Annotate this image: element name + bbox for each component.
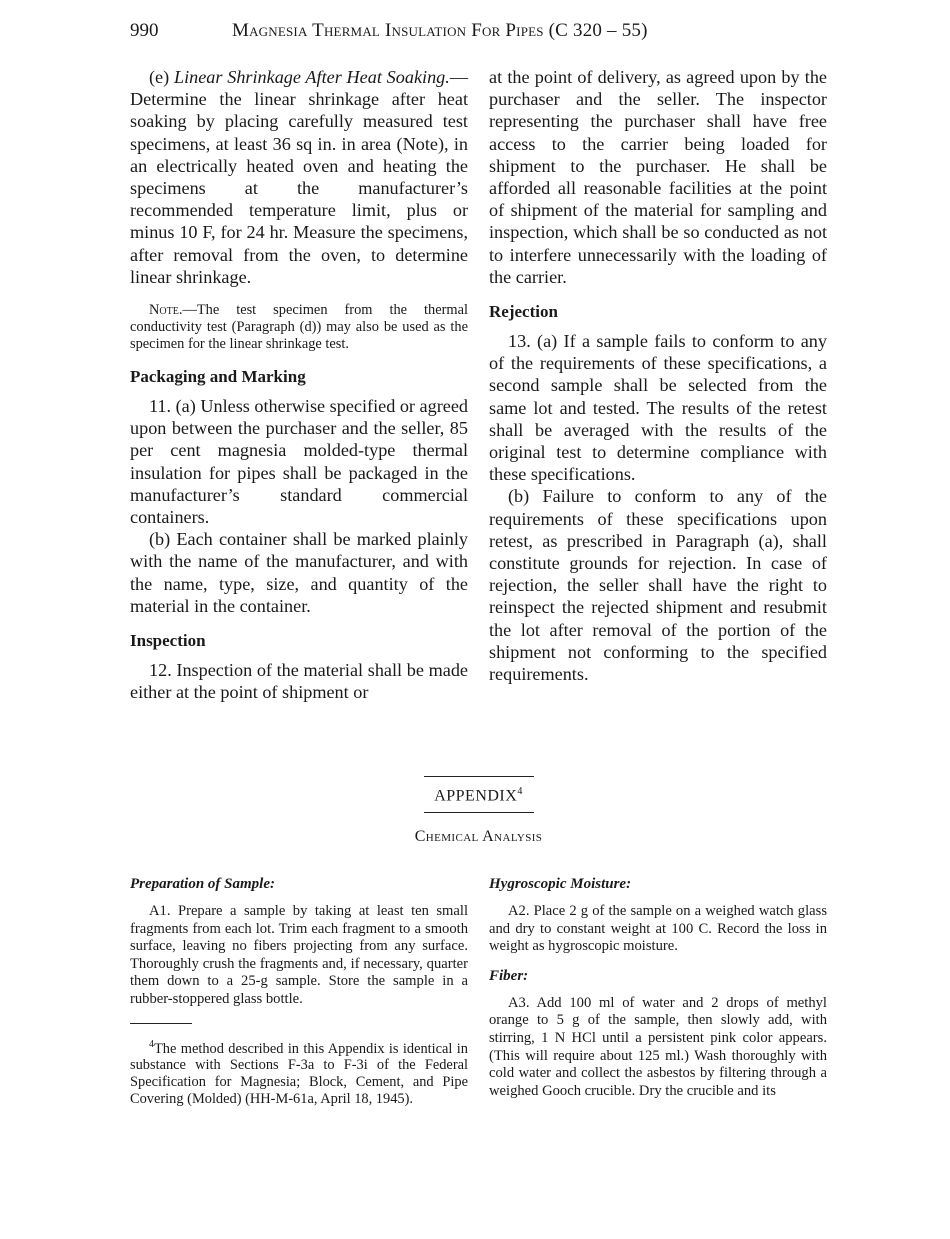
appendix-right-column [489,876,827,1100]
chemical-analysis-title: Chemical Analysis [414,828,543,846]
paragraph-12: 12. Inspection of the material shall be made either at the point of shipment or [130,660,468,703]
paragraph-e-title: Linear Shrinkage After Heat Soaking. [173,67,450,87]
appendix-footnote-mark: 4 [517,786,523,797]
footnote-text: The method described in this Appendix is identical in substance with Sections F-3a to F-3i of the Federal Specification for Magnesia; Block, Cement, and Pipe Covering (Molded) (HH-M-61a, April 18, 1945). [130,1040,468,1108]
right-column [489,66,827,685]
appendix-header [130,776,827,846]
preparation-heading: Preparation of Sample: [130,876,275,892]
fiber-heading: Fiber: [489,967,529,984]
paragraph-e-label: (e) [149,67,174,87]
paragraph-11a: 11. (a) Unless otherwise specified or agreed upon between the purchaser and the seller, 85 per cent magnesia molded-type thermal insulation for pipes shall be packaged in the manufacturer’s standard commercial containers. [130,396,469,528]
appendix-rule-top [424,776,534,777]
footnote-rule [130,1023,192,1024]
left-column [130,66,468,703]
paragraph-12-continued: at the point of delivery, as agreed upon by the purchaser and the seller. The inspector representing the purchaser shall have free access to the carrier being loaded for shipment to the purchaser. He shall be afforded all reasonable facilities at the point of shipment of the material for sampling and inspection, which shall be so conducted as not to interfere unnecessarily with the loading of the carrier. [489,67,827,287]
rejection-heading: Rejection [489,302,558,322]
footnote-mark: 4 [149,1038,154,1050]
note [130,302,468,353]
appendix-left-column [130,876,468,1108]
footnote [130,1036,468,1109]
paragraph-13a: 13. (a) If a sample fails to conform to any of the requirements of these specifications, a second sample shall be selected from the same lot and tested. The results of the retest shall be averaged with the results of the original test to determine compliance with these specifications. [489,331,827,485]
page-number: 990 [130,20,159,41]
packaging-heading: Packaging and Marking [130,367,306,387]
note-text: —The test specimen from the thermal conductivity test (Paragraph (d)) may also be used as the specimen for the linear shrinkage test. [130,302,468,353]
paragraph-13b: (b) Failure to conform to any of the requirements of these specifications upon retest, as prescribed in Paragraph (a), shall constitute grounds for rejection. In case of rejection, the seller shall have the right to reinspect the rejected shipment and resubmit the lot after removal of the portion of the shipment not conforming to the specified requirements. [489,486,827,685]
paragraph-11b: (b) Each container shall be marked plainly with the name of the manufacturer, and with the name, type, size, and quantity of the material in the container. [130,529,468,616]
running-title: Magnesia Thermal Insulation For Pipes (C 320 – 55) [232,20,648,41]
hygroscopic-moisture-heading: Hygroscopic Moisture: [489,876,632,892]
appendix-title [130,786,827,805]
appendix-rule-bottom [424,812,534,813]
paragraph-a3: A3. Add 100 ml of water and 2 drops of methyl orange to 5 g of the sample, then slowly add, with stirring, 1 N HCl until a persistent pink color appears. (This will require about 125 ml.) Wash thoroughly with cold water and collect the asbestos by filtering through a weighed Gooch crucible. Dry the crucible and its [489,994,827,1099]
paragraph-a2: A2. Place 2 g of the sample on a weighed watch glass and dry to constant weight at 100 C. Record the loss in weight as hygroscopic moisture. [489,903,827,955]
note-label: Note. [149,302,183,319]
paragraph-a1: A1. Prepare a sample by taking at least ten small fragments from each lot. Trim each fragment to a smooth surface, leaving no fibers projecting from any surface. Thoroughly crush the fragments and, if necessary, quarter them down to a 25-g sample. Store the sample in a rubber-stoppered glass bottle. [130,903,468,1007]
inspection-heading: Inspection [130,631,206,651]
appendix-title-text: APPENDIX [434,787,518,805]
paragraph-e [130,66,468,288]
paragraph-e-text: —Determine the linear shrinkage after heat soaking by placing carefully measured test specimens, at least 36 sq in. in area (Note), in an electrically heated oven and heating the specimens at the manufacturer’s recommended temperature limit, plus or minus 10 F, for 24 hr. Measure the specimens, after removal from the oven, to determine linear shrinkage. [130,67,468,287]
